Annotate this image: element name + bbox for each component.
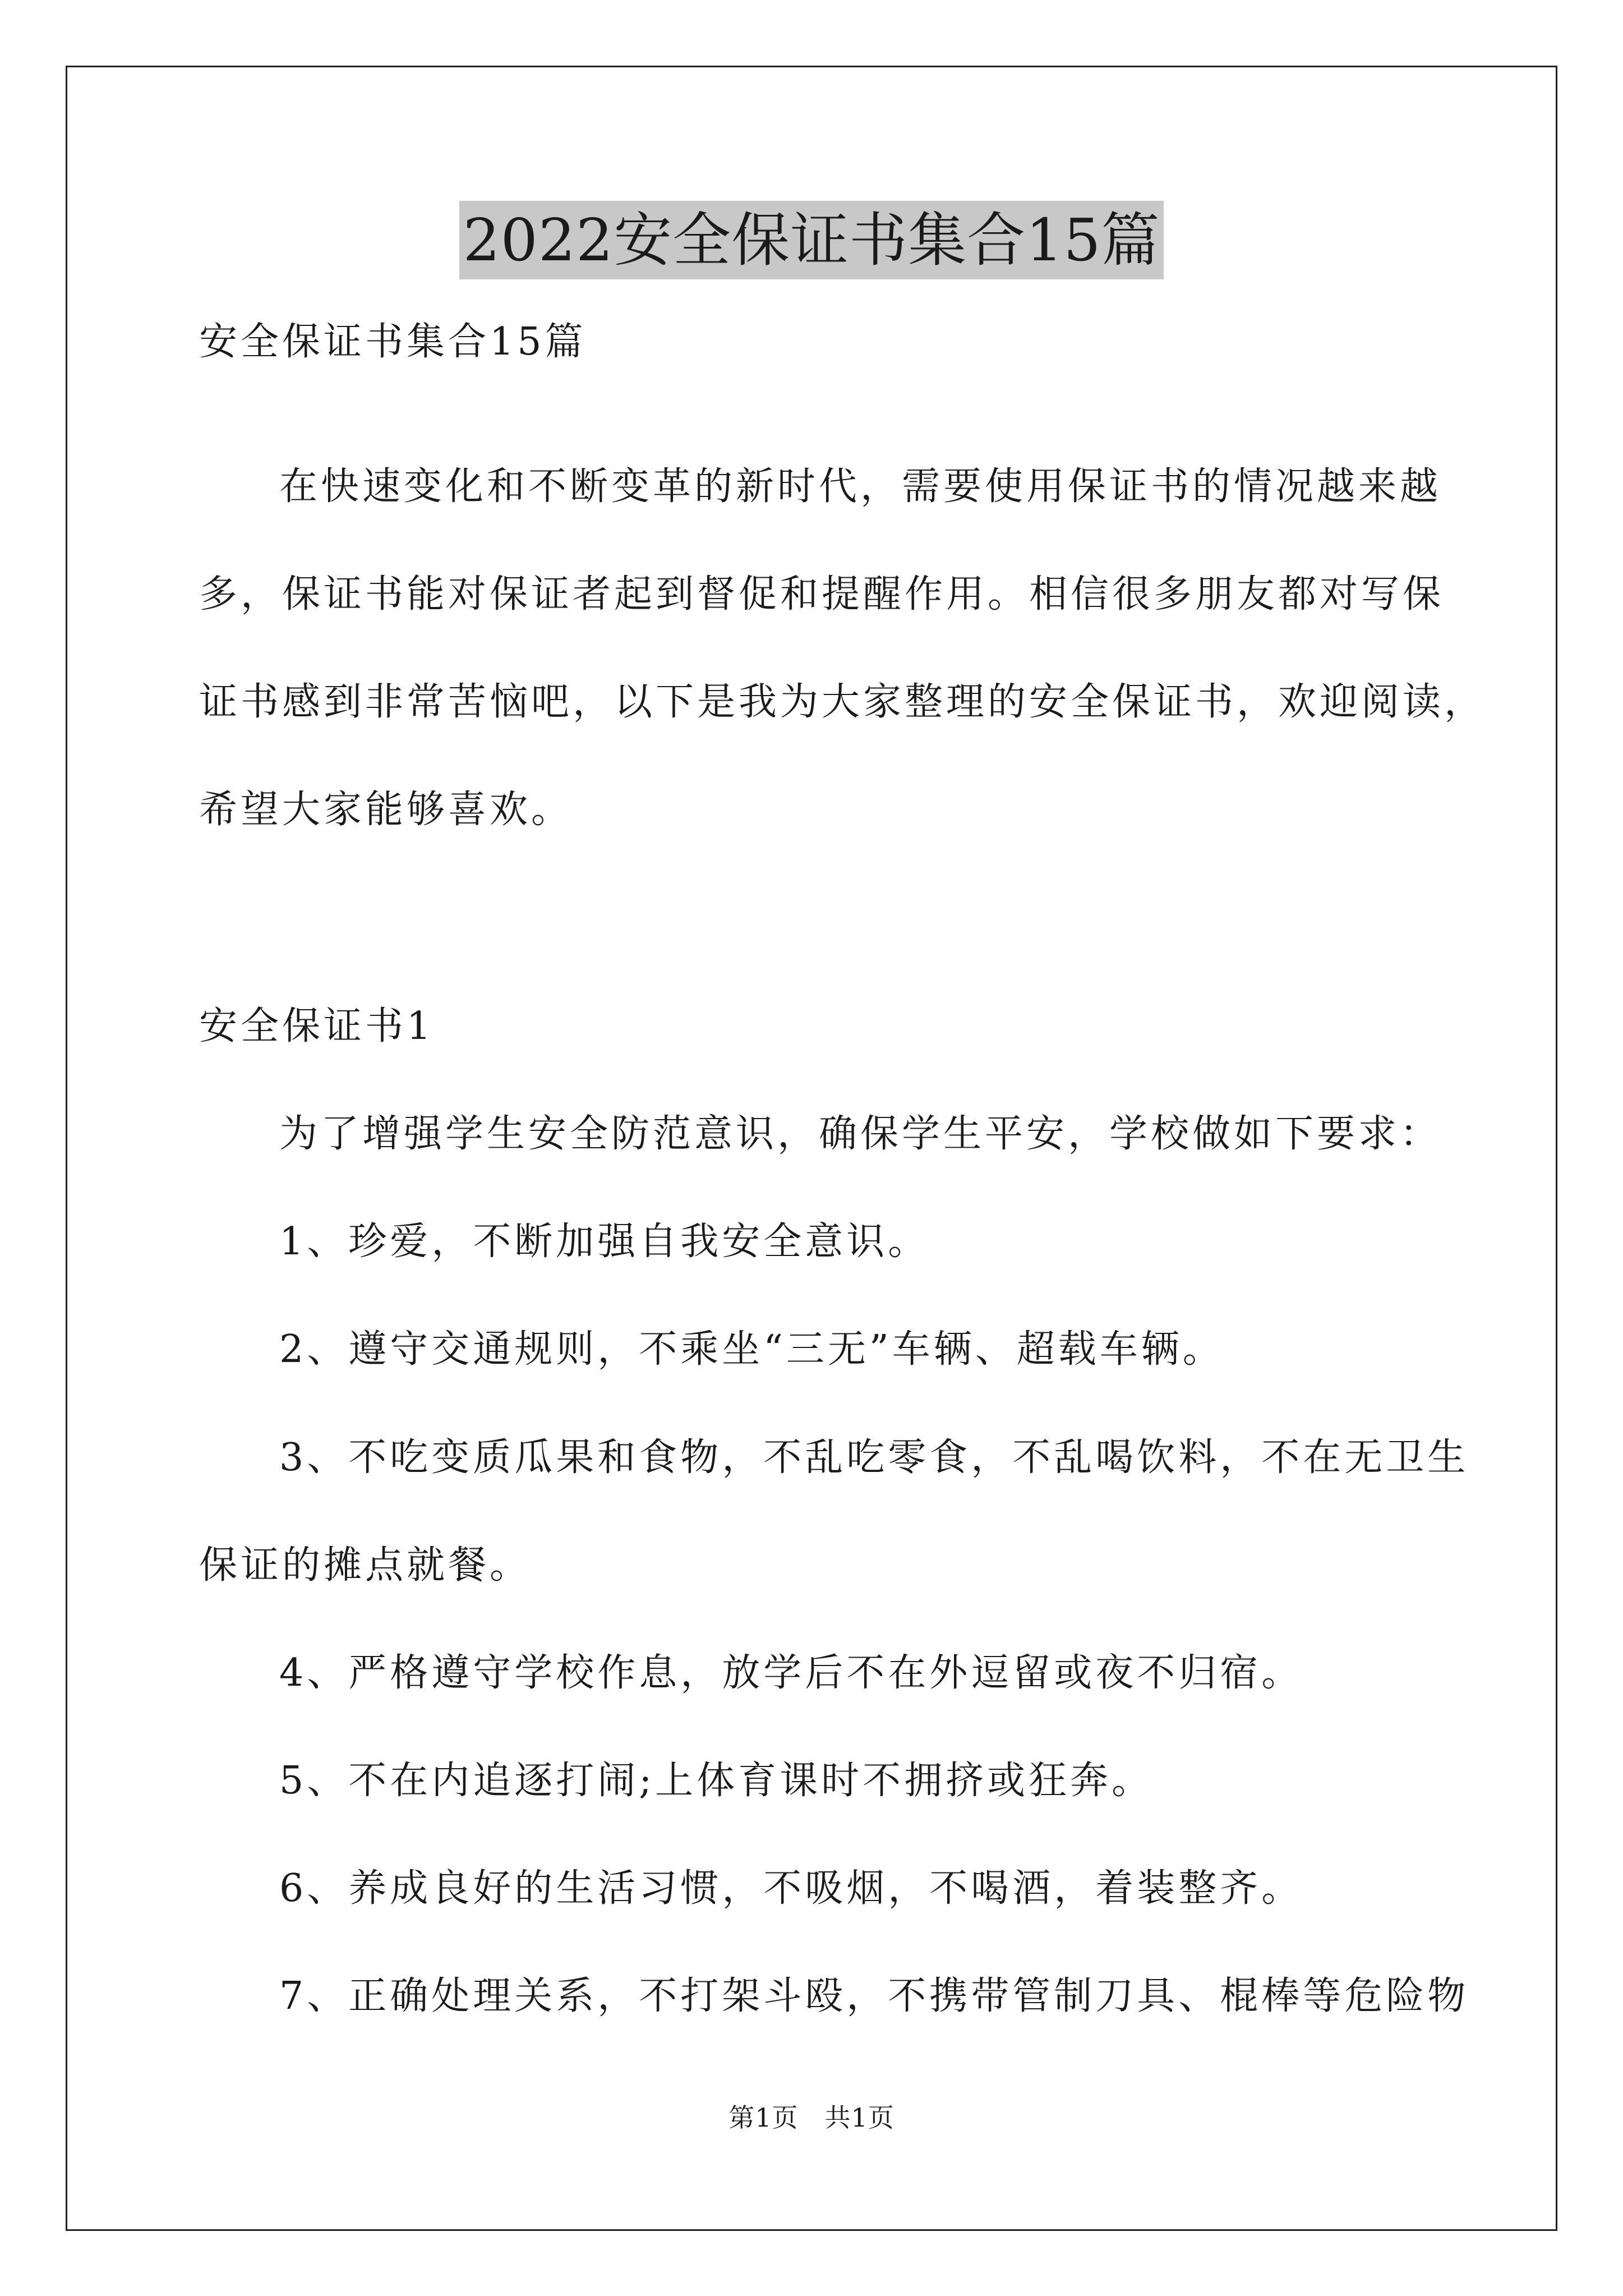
body-line: 5、不在内追逐打闹;上体育课时不拥挤或狂奔。	[279, 1759, 1154, 1803]
intro-line: 多，保证书能对保证者起到督促和提醒作用。相信很多朋友都对写保	[199, 572, 1445, 616]
body-line: 为了增强学生安全防范意识，确保学生平安，学校做如下要求：	[279, 1112, 1442, 1156]
intro-line: 证书感到非常苦恼吧，以下是我为大家整理的安全保证书，欢迎阅读，	[199, 680, 1486, 724]
subtitle: 安全保证书集合15篇	[199, 320, 587, 364]
body-line: 4、严格遵守学校作息，放学后不在外逗留或夜不归宿。	[279, 1651, 1303, 1695]
intro-line: 在快速变化和不断变革的新时代，需要使用保证书的情况越来越	[279, 464, 1442, 509]
title-container	[0, 201, 1623, 279]
page-footer: 第1页 共1页	[728, 2102, 895, 2133]
body-line: 7、正确处理关系，不打架斗殴，不携带管制刀具、棍棒等危险物	[279, 1974, 1469, 2018]
section-heading: 安全保证书1	[199, 1004, 435, 1048]
document-title: 2022安全保证书集合15篇	[459, 201, 1163, 279]
body-line: 保证的摊点就餐。	[199, 1543, 532, 1588]
body-line: 1、珍爱，不断加强自我安全意识。	[279, 1220, 930, 1264]
body-line: 2、遵守交通规则，不乘坐“三无”车辆、超载车辆。	[279, 1327, 1224, 1372]
body-line: 3、不吃变质瓜果和食物，不乱吃零食，不乱喝饮料，不在无卫生	[279, 1435, 1469, 1480]
intro-line: 希望大家能够喜欢。	[199, 788, 573, 832]
body-line: 6、养成良好的生活习惯，不吸烟，不喝酒，着装整齐。	[279, 1866, 1303, 1911]
